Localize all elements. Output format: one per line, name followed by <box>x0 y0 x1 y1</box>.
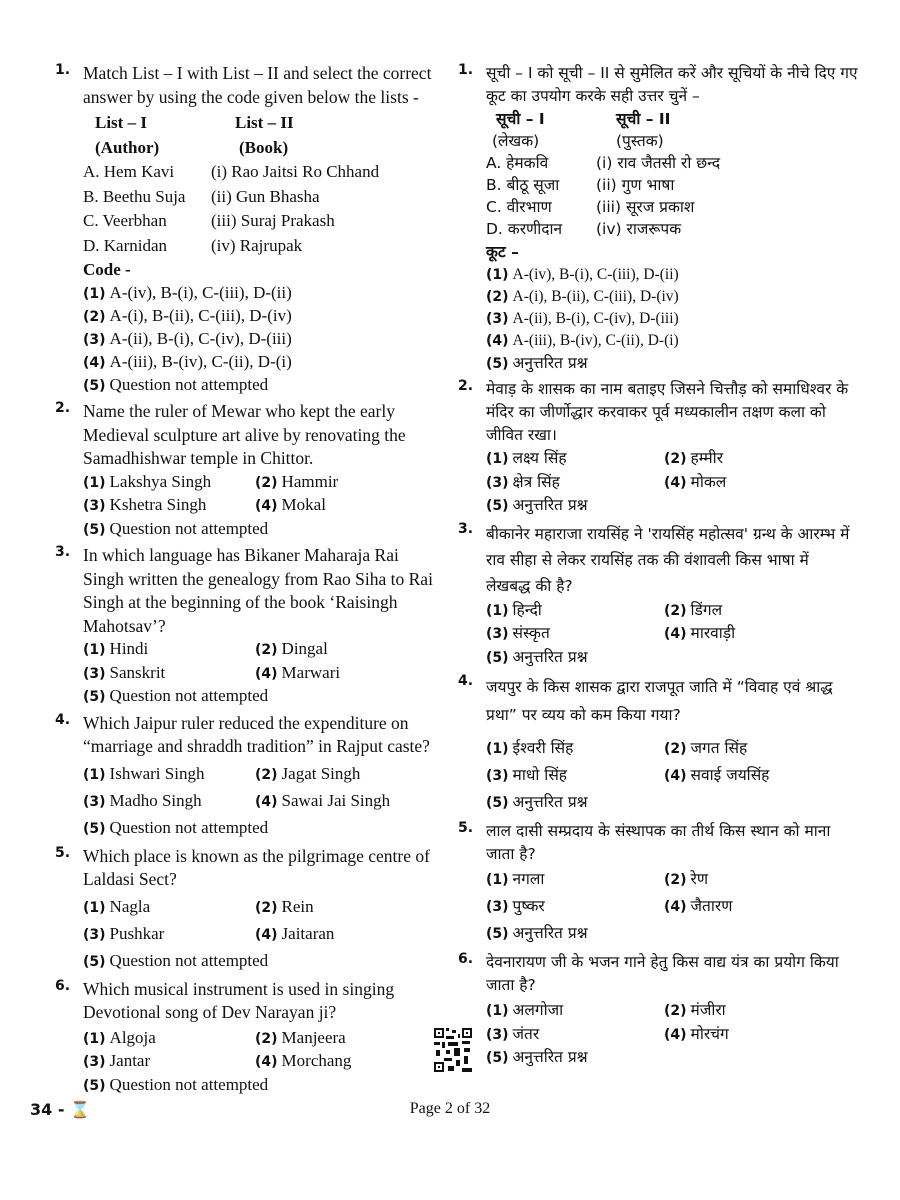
code-options <box>83 282 443 397</box>
option-5[interactable]: (5) अनुत्तरित प्रश्न <box>486 647 588 666</box>
match-row-c-right: (iii) Suraj Prakash <box>211 211 335 230</box>
list2-header: List – II <box>235 113 294 132</box>
option-5[interactable]: (5) Question not attempted <box>83 375 269 394</box>
option-4[interactable]: (4) Mokal <box>255 495 326 514</box>
option-3[interactable]: (3) Jantar <box>83 1051 151 1070</box>
option-3[interactable]: (3) माधो सिंह <box>486 766 568 784</box>
match-row-d-right: (iv) राजरूपक <box>596 220 682 238</box>
question-1-en <box>55 62 443 397</box>
options <box>486 866 858 947</box>
match-row-c-left: C. Veerbhan <box>83 211 167 230</box>
question-number: 1. <box>55 62 71 78</box>
question-text: Match List – I with List – II and select the correct answer by using the code given below the lists - <box>83 63 432 107</box>
option-2[interactable]: (2) Manjeera <box>255 1027 346 1047</box>
option-1[interactable]: (1) Hindi <box>83 639 149 658</box>
match-row-a-left: A. Hem Kavi <box>83 162 175 181</box>
option-5[interactable]: (5) Question not attempted <box>83 1074 269 1094</box>
question-6-hi <box>458 951 858 1070</box>
option-5[interactable]: (5) Question not attempted <box>83 686 269 705</box>
options <box>83 638 443 709</box>
match-row-a-left: A. हेमकवि <box>486 154 549 172</box>
option-1[interactable]: (1) हिन्दी <box>486 600 542 619</box>
option-2[interactable]: (2) Hammir <box>255 471 339 491</box>
option-1[interactable]: (1) Algoja <box>83 1027 156 1047</box>
list2-subheader: (पुस्तक) <box>616 132 664 150</box>
question-text: मेवाड़ के शासक का नाम बताइए जिसने चित्तौड़ को समाधिश्वर के मंदिर का जीर्णोद्धार करवाकर पूर्व मध्यकालीन तक्षण कला को जीवित रखा। <box>486 380 849 444</box>
option-4[interactable]: (4) मोरचंग <box>664 1024 729 1043</box>
question-number: 6. <box>55 977 71 994</box>
option-1[interactable]: (1) लक्ष्य सिंह <box>486 449 567 467</box>
option-4[interactable]: (4) Jaitaran <box>255 923 335 943</box>
option-4[interactable]: (4) Marwari <box>255 662 341 682</box>
option-1[interactable]: (1) Ishwari Singh <box>83 763 205 783</box>
booklet-code: 34 - ⌛ <box>30 1100 90 1119</box>
option-2[interactable]: (2) हम्मीर <box>664 449 724 467</box>
question-number: 5. <box>55 844 71 861</box>
match-row-b-left: B. Beethu Suja <box>83 186 186 206</box>
option-3[interactable]: (3) जंतर <box>486 1024 540 1043</box>
question-4-en <box>55 712 443 842</box>
question-text: Which musical instrument is used in singing Devotional song of Dev Narayan ji? <box>83 978 395 1022</box>
question-4-hi <box>458 673 858 816</box>
hindi-column <box>458 62 858 1070</box>
option-5[interactable]: (5) Question not attempted <box>83 518 269 538</box>
code-label: कूट – <box>486 243 519 261</box>
option-3[interactable]: (3) Pushkar <box>83 923 165 943</box>
option-1[interactable]: (1) Lakshya Singh <box>83 471 212 491</box>
option-5[interactable]: (5) अनुत्तरित प्रश्न <box>486 354 588 372</box>
options <box>83 471 443 542</box>
code-label: Code - <box>83 260 131 279</box>
option-2[interactable]: (2) A-(i), B-(ii), C-(iii), D-(iv) <box>486 288 679 305</box>
option-1[interactable]: (1) A-(iv), B-(i), C-(iii), D-(ii) <box>83 283 292 302</box>
option-2[interactable]: (2) Rein <box>255 896 314 916</box>
question-2-en <box>55 400 443 541</box>
options <box>83 761 443 842</box>
list2-header: सूची – II <box>616 110 671 128</box>
option-2[interactable]: (2) Jagat Singh <box>255 763 361 783</box>
question-5-hi <box>458 820 858 947</box>
match-row-d-left: D. करणीदान <box>486 220 563 238</box>
page-footer <box>0 1100 900 1130</box>
option-3[interactable]: (3) संस्कृत <box>486 624 550 642</box>
question-text: लाल दासी सम्प्रदाय के संस्थापक का तीर्थ किस स्थान को माना जाता है? <box>486 822 831 863</box>
option-3[interactable]: (3) क्षेत्र सिंह <box>486 472 560 491</box>
question-text: Name the ruler of Mewar who kept the early Medieval sculpture art alive by renovating the Samadhishwar temple in Chittor. <box>83 401 406 468</box>
question-text: In which language has Bikaner Maharaja Rai Singh written the genealogy from Rao Siha to Rai Singh at the beginning of the book ‘Raisingh Mahotsav’? <box>83 545 433 636</box>
question-text: देवनारायण जी के भजन गाने हेतु किस वाद्य यंत्र का प्रयोग किया जाता है? <box>486 953 839 994</box>
option-5[interactable]: (5) Question not attempted <box>83 950 269 970</box>
option-1[interactable]: (1) नगला <box>486 870 545 888</box>
question-6-en <box>55 978 443 1098</box>
option-4[interactable]: (4) Morchang <box>255 1051 352 1070</box>
option-4[interactable]: (4) Sawai Jai Singh <box>255 790 391 810</box>
match-table <box>486 108 858 240</box>
option-5[interactable]: (5) अनुत्तरित प्रश्न <box>486 496 588 514</box>
match-row-d-left: D. Karnidan <box>83 235 168 255</box>
question-number: 3. <box>458 520 474 537</box>
options <box>486 735 858 816</box>
option-4[interactable]: (4) मारवाड़ी <box>664 624 736 642</box>
option-4[interactable]: (4) जैतारण <box>664 897 733 915</box>
option-2[interactable]: (2) A-(i), B-(ii), C-(iii), D-(iv) <box>83 306 292 325</box>
page-number: Page 2 of 32 <box>409 1100 491 1117</box>
match-row-a-right: (i) राव जैतसी रो छन्द <box>596 154 721 172</box>
options <box>486 447 858 518</box>
match-row-b-right: (ii) Gun Bhasha <box>211 186 320 206</box>
qr-code-icon <box>432 1026 474 1074</box>
option-3[interactable]: (3) पुष्कर <box>486 897 545 915</box>
match-row-a-right: (i) Rao Jaitsi Ro Chhand <box>211 162 380 181</box>
option-3[interactable]: (3) A-(ii), B-(i), C-(iv), D-(iii) <box>83 329 292 348</box>
question-number: 4. <box>55 711 71 728</box>
english-column <box>55 62 443 1097</box>
options <box>486 999 858 1070</box>
match-row-c-left: C. वीरभाण <box>486 198 552 216</box>
option-5[interactable]: (5) Question not attempted <box>83 817 269 837</box>
match-table <box>83 111 443 258</box>
match-row-d-right: (iv) Rajrupak <box>211 235 303 255</box>
question-number: 5. <box>458 820 474 836</box>
option-4[interactable]: (4) A-(iii), B-(iv), C-(ii), D-(i) <box>486 332 679 349</box>
option-2[interactable]: (2) रेण <box>664 870 709 888</box>
option-4[interactable]: (4) A-(iii), B-(iv), C-(ii), D-(i) <box>83 352 292 371</box>
question-number: 2. <box>458 378 474 394</box>
option-3[interactable]: (3) A-(ii), B-(i), C-(iv), D-(iii) <box>486 310 679 327</box>
option-2[interactable]: (2) मंजीरा <box>664 1001 726 1019</box>
option-5[interactable]: (5) अनुत्तरित प्रश्न <box>486 793 588 811</box>
options <box>83 1027 443 1098</box>
question-text: सूची – I को सूची – II से सुमेलित करें और सूचियों के नीचे दिए गए कूट का उपयोग करके सही उत्तर चुनें – <box>486 64 858 105</box>
option-1[interactable]: (1) A-(iv), B-(i), C-(iii), D-(ii) <box>486 266 679 283</box>
option-4[interactable]: (4) सवाई जयसिंह <box>664 766 770 784</box>
option-2[interactable]: (2) डिंगल <box>664 600 723 619</box>
match-row-c-right: (iii) सूरज प्रकाश <box>596 198 695 216</box>
option-1[interactable]: (1) ईश्वरी सिंह <box>486 739 574 757</box>
match-row-b-right: (ii) गुण भाषा <box>596 176 675 194</box>
question-number: 6. <box>458 951 474 967</box>
list1-subheader: (Author) <box>95 137 160 157</box>
list1-header: सूची – I <box>496 110 545 128</box>
question-5-en <box>55 845 443 975</box>
question-text: Which place is known as the pilgrimage centre of Laldasi Sect? <box>83 845 430 889</box>
question-number: 2. <box>55 400 71 416</box>
options <box>486 599 858 670</box>
option-3[interactable]: (3) Madho Singh <box>83 790 202 810</box>
option-3[interactable]: (3) Sanskrit <box>83 662 166 682</box>
question-1-hi <box>458 62 858 375</box>
code-options <box>486 264 858 375</box>
question-number: 4. <box>458 673 474 689</box>
question-3-hi <box>458 521 858 670</box>
option-1[interactable]: (1) Nagla <box>83 896 151 916</box>
question-2-hi <box>458 378 858 518</box>
option-2[interactable]: (2) Dingal <box>255 639 328 658</box>
list2-subheader: (Book) <box>239 137 289 157</box>
option-2[interactable]: (2) जगत सिंह <box>664 739 748 757</box>
list1-header: List – I <box>95 113 147 132</box>
question-text: जयपुर के किस शासक द्वारा राजपूत जाति में “विवाह एवं श्राद्ध प्रथा” पर व्यय को कम किया गया? <box>486 678 833 724</box>
question-number: 1. <box>458 62 474 78</box>
option-5[interactable]: (5) अनुत्तरित प्रश्न <box>486 1048 588 1066</box>
option-3[interactable]: (3) Kshetra Singh <box>83 495 207 514</box>
option-5[interactable]: (5) अनुत्तरित प्रश्न <box>486 924 588 942</box>
options <box>83 894 443 975</box>
option-1[interactable]: (1) अलगोजा <box>486 1001 564 1019</box>
match-row-b-left: B. बीठू सूजा <box>486 176 560 194</box>
question-3-en <box>55 544 443 709</box>
question-number: 3. <box>55 544 71 560</box>
question-text: बीकानेर महाराजा रायसिंह ने 'रायसिंह महोत्सव' ग्रन्थ के आरम्भ में राव सीहा से लेकर रायसिंह तक की वंशावली किस भाषा में लेखबद्ध की है? <box>486 524 850 595</box>
list1-subheader: (लेखक) <box>492 132 540 150</box>
question-text: Which Jaipur ruler reduced the expenditure on “marriage and shraddh tradition” in Rajput caste? <box>83 712 430 756</box>
option-4[interactable]: (4) मोकल <box>664 472 727 491</box>
